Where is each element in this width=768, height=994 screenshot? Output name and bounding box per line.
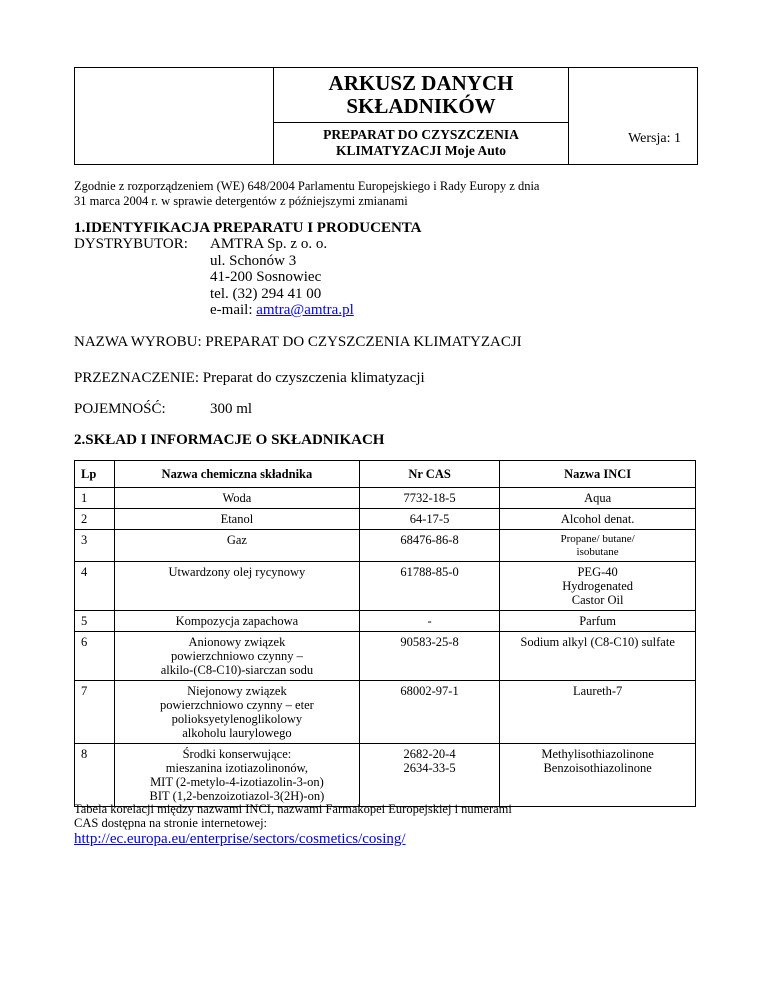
distributor-address xyxy=(210,236,510,319)
cell-cas-line: 7732-18-5 xyxy=(403,491,456,505)
city-postcode: 41-200 Sosnowiec xyxy=(210,269,322,285)
cell-lp: 1 xyxy=(75,488,115,509)
section-1-heading: 1.IDENTYFIKACJA PREPARATU I PRODUCENTA xyxy=(74,220,422,236)
cell-cas-line: 61788-85-0 xyxy=(400,565,459,579)
section-2-heading: 2.SKŁAD I INFORMACJE O SKŁADNIKACH xyxy=(74,432,385,448)
column-header-cas: Nr CAS xyxy=(359,461,499,488)
cell-inci-line: PEG-40 xyxy=(577,565,618,579)
cell-chemical-name-line: Kompozycja zapachowa xyxy=(175,614,299,628)
cell-inci xyxy=(500,744,696,807)
cell-inci-line: Hydrogenated xyxy=(562,579,634,593)
footer-line-2: CAS dostępna na stronie internetowej: xyxy=(74,816,268,830)
distributor-label: DYSTRYBUTOR: xyxy=(74,236,188,252)
cell-cas xyxy=(359,632,499,681)
table-row xyxy=(75,681,696,744)
cell-inci xyxy=(500,488,696,509)
version-label: Wersja: 1 xyxy=(628,131,681,146)
table-row xyxy=(75,562,696,611)
cell-inci xyxy=(500,530,696,562)
title-line-2: SKŁADNIKÓW xyxy=(346,94,496,118)
cell-cas-line: 68002-97-1 xyxy=(400,684,459,698)
cell-chemical-name xyxy=(114,611,359,632)
cell-chemical-name-line: alkoholu laurylowego xyxy=(182,726,292,740)
cell-chemical-name xyxy=(114,744,359,807)
product-purpose: PRZEZNACZENIE: Preparat do czyszczenia klimatyzacji xyxy=(74,370,425,386)
cell-lp: 3 xyxy=(75,530,115,562)
phone-number: tel. (32) 294 41 00 xyxy=(210,285,322,302)
regulation-intro xyxy=(74,179,694,209)
cell-lp: 2 xyxy=(75,509,115,530)
capacity-label: POJEMNOŚĆ: xyxy=(74,401,166,417)
cell-lp: 5 xyxy=(75,611,115,632)
cell-inci-line: Methylisothiazolinone xyxy=(541,747,654,761)
cell-chemical-name-line: Etanol xyxy=(220,512,254,526)
cell-lp: 4 xyxy=(75,562,115,611)
document-title xyxy=(274,68,569,123)
cell-inci-line: Sodium alkyl (C8-C10) sulfate xyxy=(520,635,675,649)
email-line xyxy=(210,302,510,319)
cell-chemical-name-line: polioksyetylenoglikolowy xyxy=(171,712,303,726)
cell-inci xyxy=(500,611,696,632)
cell-inci-line: Castor Oil xyxy=(571,593,624,607)
table-row xyxy=(75,488,696,509)
intro-line-1: Zgodnie z rozporządzeniem (WE) 648/2004 Parlamentu Europejskiego i Rady Europy z dnia xyxy=(74,179,540,193)
cell-lp: 8 xyxy=(75,744,115,807)
cell-cas xyxy=(359,611,499,632)
footer-line-1: Tabela korelacji między nazwami INCI, nazwami Farmakopei Europejskiej i numerami xyxy=(74,802,512,816)
cell-chemical-name-line: powierzchniowo czynny – xyxy=(170,649,303,663)
cell-chemical-name xyxy=(114,562,359,611)
capacity-row xyxy=(74,401,253,418)
cell-cas xyxy=(359,681,499,744)
cell-cas xyxy=(359,744,499,807)
cell-inci-line: Aqua xyxy=(584,491,612,505)
cell-chemical-name-line: Woda xyxy=(222,491,252,505)
cell-inci-line: Benzoisothiazolinone xyxy=(543,761,652,775)
cell-chemical-name-line: Gaz xyxy=(226,533,247,547)
cell-cas xyxy=(359,509,499,530)
cell-inci-line: isobutane xyxy=(576,545,619,558)
subtitle-line-2: KLIMATYZACJI Moje Auto xyxy=(336,142,506,158)
cell-inci-line: Laureth-7 xyxy=(572,684,623,698)
email-label: e-mail: xyxy=(210,302,257,318)
table-row xyxy=(75,632,696,681)
cell-cas-line: 68476-86-8 xyxy=(400,533,459,547)
cell-chemical-name-line: Anionowy związek xyxy=(188,635,286,649)
company-name: AMTRA Sp. z o. o. xyxy=(210,236,328,252)
cell-lp: 7 xyxy=(75,681,115,744)
cell-cas-line: 2634-33-5 xyxy=(403,761,456,775)
product-name: NAZWA WYROBU: PREPARAT DO CZYSZCZENIA KLIMATYZACJI xyxy=(74,334,522,350)
cell-inci xyxy=(500,632,696,681)
cell-cas-line: 64-17-5 xyxy=(409,512,450,526)
cosing-link[interactable]: http://ec.europa.eu/enterprise/sectors/cosmetics/cosing/ xyxy=(74,831,406,847)
cell-chemical-name-line: Utwardzony olej rycynowy xyxy=(168,565,306,579)
cell-chemical-name xyxy=(114,488,359,509)
cell-inci xyxy=(500,681,696,744)
capacity-value: 300 ml xyxy=(210,401,253,417)
table-row xyxy=(75,509,696,530)
table-row xyxy=(75,611,696,632)
column-header-lp: Lp xyxy=(75,461,115,488)
table-row xyxy=(75,744,696,807)
cell-chemical-name-line: powierzchniowo czynny – eter xyxy=(160,698,314,712)
cell-cas-line: - xyxy=(427,614,432,628)
cell-chemical-name-line: Niejonowy związek xyxy=(187,684,287,698)
cell-lp: 6 xyxy=(75,632,115,681)
column-header-inci: Nazwa INCI xyxy=(500,461,696,488)
cell-chemical-name xyxy=(114,632,359,681)
product-subtitle xyxy=(274,123,569,164)
cell-inci-line: Propane/ butane/ xyxy=(560,533,635,545)
cell-inci xyxy=(500,562,696,611)
ingredients-table xyxy=(74,460,696,807)
cell-chemical-name-line: Środki konserwujące: xyxy=(182,747,292,761)
table-header-row xyxy=(75,461,696,488)
email-link[interactable]: amtra@amtra.pl xyxy=(256,302,354,318)
cell-chemical-name-line: mieszanina izotiazolinonów, xyxy=(165,761,308,775)
cell-chemical-name xyxy=(114,509,359,530)
cell-chemical-name-line: MIT (2-metylo-4-izotiazolin-3-on) xyxy=(150,775,324,789)
cell-chemical-name xyxy=(114,681,359,744)
document-header-box xyxy=(74,67,698,165)
cell-chemical-name xyxy=(114,530,359,562)
table-row xyxy=(75,530,696,562)
cell-cas xyxy=(359,562,499,611)
street-address: ul. Schonów 3 xyxy=(210,252,297,269)
header-empty-cell xyxy=(569,68,697,123)
cell-cas-line: 90583-25-8 xyxy=(400,635,459,649)
cell-chemical-name-line: BIT (1,2-benzoizotiazol-3(2H)-on) xyxy=(149,789,325,803)
cell-inci-line: Parfum xyxy=(579,614,617,628)
cell-cas xyxy=(359,530,499,562)
cell-cas-line: 2682-20-4 xyxy=(403,747,456,761)
cell-inci-line: Alcohol denat. xyxy=(560,512,635,526)
cell-cas xyxy=(359,488,499,509)
title-line-1: ARKUSZ DANYCH xyxy=(328,71,514,95)
cell-chemical-name-line: alkilo-(C8-C10)-siarczan sodu xyxy=(160,663,314,677)
column-header-name: Nazwa chemiczna składnika xyxy=(114,461,359,488)
intro-line-2: 31 marca 2004 r. w sprawie detergentów z późniejszymi zmianami xyxy=(74,194,408,208)
cell-inci xyxy=(500,509,696,530)
subtitle-line-1: PREPARAT DO CZYSZCZENIA xyxy=(323,127,519,142)
header-logo-cell xyxy=(75,68,274,164)
footer-note xyxy=(74,802,714,848)
